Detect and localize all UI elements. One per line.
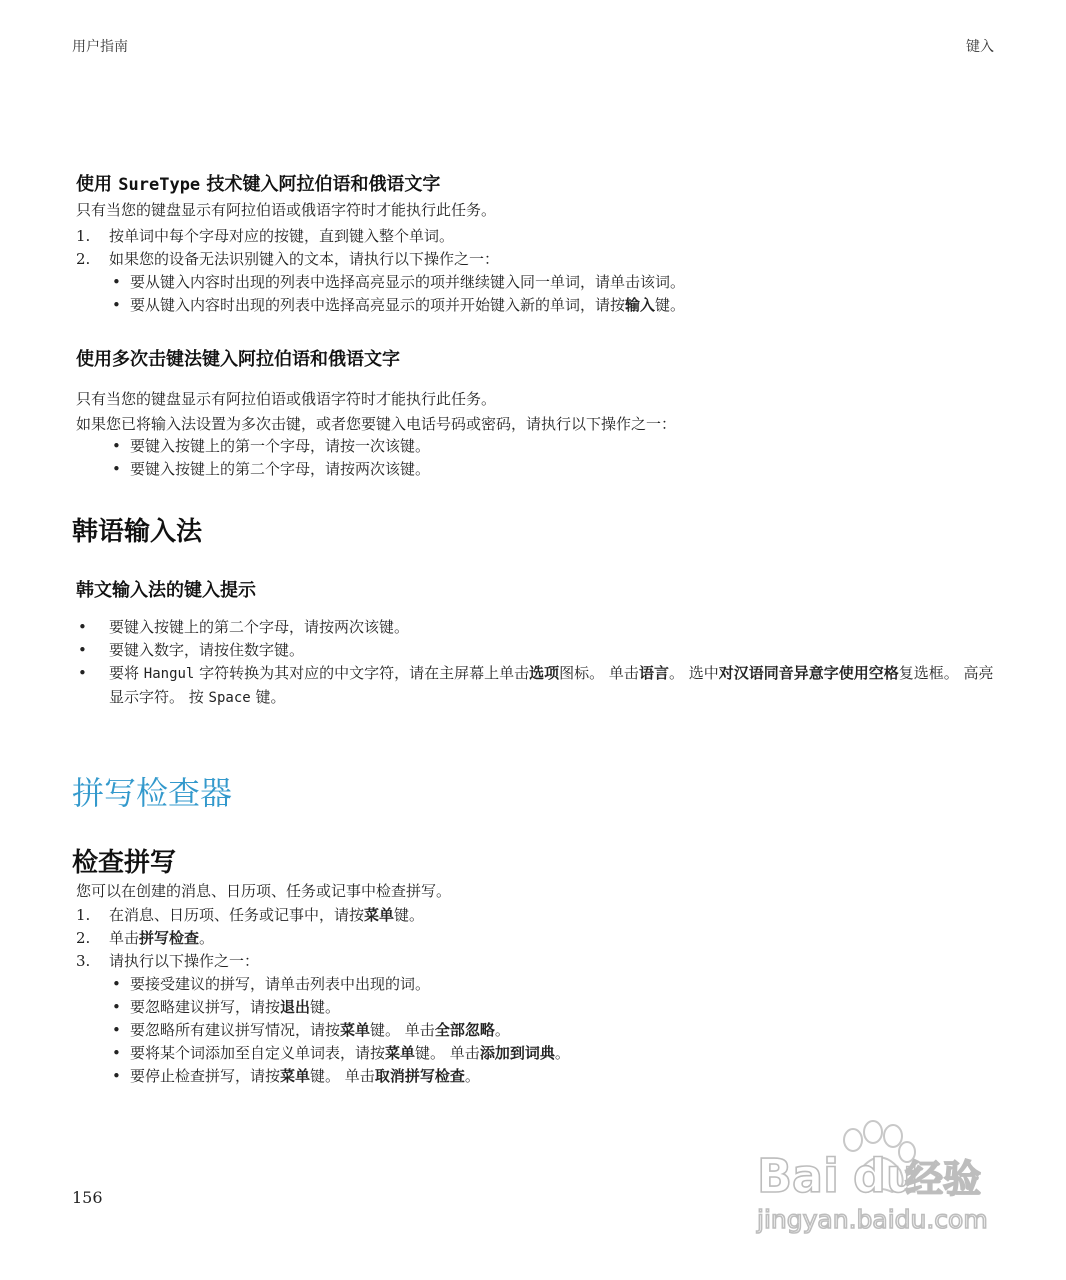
bullet-item: • 要键入按键上的第一个字母，请按一次该键。: [112, 437, 431, 455]
bullet-item: • 要从键入内容时出现的列表中选择高亮显示的项并继续键入同一单词，请单击该词。: [112, 273, 686, 291]
section-title-multitap: 使用多次击键法键入阿拉伯语和俄语文字: [76, 349, 400, 370]
step-item: 3. 请执行以下操作之一：: [76, 952, 260, 970]
running-header-right: 键入: [966, 39, 994, 55]
svg-text:du: du: [853, 1149, 919, 1203]
numbered-steps: [72, 904, 1002, 973]
svg-text:经验: 经验: [905, 1157, 982, 1201]
svg-text:Bai: Bai: [757, 1149, 839, 1203]
page-number: 156: [72, 1188, 103, 1207]
section-intro: 只有当您的键盘显示有阿拉伯语或俄语字符时才能执行此任务。: [76, 201, 497, 219]
heading-korean-input: 韩语输入法: [72, 517, 203, 547]
bullet-list: [72, 616, 1002, 710]
section-intro: 您可以在创建的消息、日历项、任务或记事中检查拼写。: [76, 882, 452, 900]
bullet-item: • 要键入数字，请按住数字键。: [78, 641, 305, 659]
bullet-item: • 要将某个词添加至自定义单词表，请按菜单键。 单击添加到词典。: [112, 1044, 570, 1062]
step-item: 1. 在消息、日历项、任务或记事中，请按菜单键。: [76, 906, 425, 924]
bullet-item: • 要键入按键上的第二个字母，请按两次该键。: [78, 618, 410, 636]
bullet-item: • 要忽略建议拼写，请按退出键。: [112, 998, 341, 1016]
numbered-steps: [72, 225, 1002, 271]
step-item: 1. 按单词中每个字母对应的按键，直到键入整个单词。: [76, 227, 455, 245]
step-item: 2. 单击拼写检查。: [76, 929, 215, 947]
sub-bullets: [74, 271, 1002, 317]
document-body: [72, 170, 1002, 1088]
sub-bullets: [74, 435, 1002, 481]
bullet-item: • 要从键入内容时出现的列表中选择高亮显示的项并开始键入新的单词，请按输入键。: [112, 296, 686, 314]
bullet-item: • 要停止检查拼写，请按菜单键。 单击取消拼写检查。: [112, 1067, 480, 1085]
bullet-item: • 要将 Hangul 字符转换为其对应的中文字符，请在主屏幕上单击选项图标。 单击语言。 选中对汉语同音异意字使用空格复选框。 高亮显示字符。 按 Space 键。: [78, 664, 994, 706]
step-item: 2. 如果您的设备无法识别键入的文本，请执行以下操作之一：: [76, 250, 500, 268]
bullet-item: • 要忽略所有建议拼写情况，请按菜单键。 单击全部忽略。: [112, 1021, 510, 1039]
svg-text:jingyan.baidu.com: jingyan.baidu.com: [757, 1205, 988, 1234]
section-title-korean-tips: 韩文输入法的键入提示: [76, 580, 256, 601]
running-header-left: 用户指南: [72, 39, 128, 55]
bullet-item: • 要键入按键上的第二个字母，请按两次该键。: [112, 460, 431, 478]
section-title-suretype: 使用 SureType 技术键入阿拉伯语和俄语文字: [76, 174, 441, 195]
bullet-item: • 要接受建议的拼写，请单击列表中出现的词。: [112, 975, 431, 993]
section-intro: 只有当您的键盘显示有阿拉伯语或俄语字符时才能执行此任务。: [76, 390, 497, 408]
chapter-title-spellcheck: 拼写检查器: [72, 774, 233, 812]
baidu-jingyan-watermark: [755, 1120, 1005, 1240]
heading-check-spelling: 检查拼写: [72, 848, 177, 878]
section-paragraph: 如果您已将输入法设置为多次击键，或者您要键入电话号码或密码，请执行以下操作之一：: [76, 415, 677, 433]
sub-bullets: [74, 973, 1002, 1088]
